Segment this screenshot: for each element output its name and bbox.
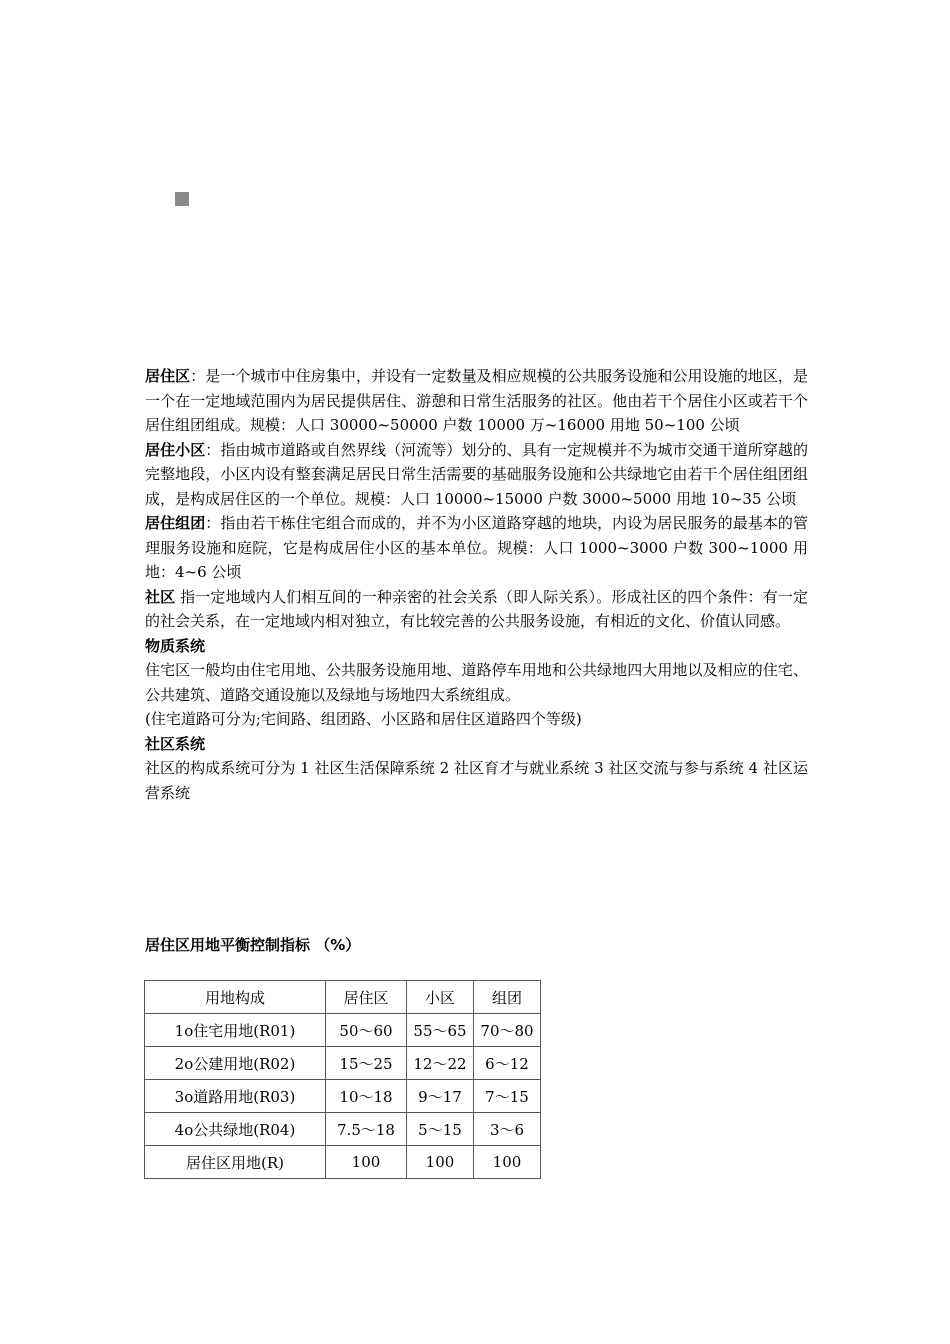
table-row: [145, 1080, 541, 1113]
material-system-paragraph: 住宅区一般均由住宅用地、公共服务设施用地、道路停车用地和公共绿地四大用地以及相应的住宅、公共建筑、道路交通设施以及绿地与场地四大系统组成。: [145, 661, 808, 704]
table-row: [145, 1014, 541, 1047]
table-cell: 6～12: [474, 1047, 541, 1080]
material-system-heading: 物质系统: [145, 636, 206, 655]
definition-text: 指一定地域内人们相互间的一种亲密的社会关系（即人际关系）。形成社区的四个条件：有一定的社会关系，在一定地域内相对独立，有比较完善的公共服务设施，有相近的文化、价值认同感。: [145, 587, 808, 630]
header-cell: 小区: [407, 981, 474, 1014]
definition-text: ：指由若干栋住宅组合而成的，并不为小区道路穿越的地块，内设为居民服务的最基本的管理服务设施和庭院，它是构成居住小区的基本单位。规模：人口 1000~3000 户数 300~1000 用地：4~6 公顷: [145, 514, 808, 581]
table-cell: 3～6: [474, 1113, 541, 1146]
table-cell: 7～15: [474, 1080, 541, 1113]
table-cell: 4ο公共绿地(R04): [145, 1113, 326, 1146]
table-cell: 2ο公建用地(R02): [145, 1047, 326, 1080]
term: 居住小区: [145, 440, 206, 459]
table-cell: 100: [474, 1146, 541, 1179]
term: 居住组团: [145, 514, 206, 532]
definition-residential-district: [145, 364, 808, 438]
table-cell: 9～17: [407, 1080, 474, 1113]
table-cell: 70～80: [474, 1014, 541, 1047]
table-cell: 100: [407, 1146, 474, 1179]
road-levels-note: (住宅道路可分为;宅间路、组团路、小区路和居住区道路四个等级): [145, 710, 582, 728]
table-title: 居住区用地平衡控制指标 （%）: [145, 936, 361, 954]
table-cell: 3ο道路用地(R03): [145, 1080, 326, 1113]
document-body: [145, 364, 808, 805]
community-system-heading: 社区系统: [145, 734, 206, 753]
header-cell: 组团: [474, 981, 541, 1014]
land-use-balance-table: [144, 980, 541, 1179]
table-cell: 12～22: [407, 1047, 474, 1080]
definition-residential-group: [145, 511, 808, 585]
table-row: [145, 1047, 541, 1080]
community-system-paragraph: 社区的构成系统可分为 1 社区生活保障系统 2 社区育才与就业系统 3 社区交流与参与系统 4 社区运营系统: [145, 759, 808, 802]
table-cell: 5～15: [407, 1113, 474, 1146]
definition-text: ：指由城市道路或自然界线（河流等）划分的、具有一定规模并不为城市交通干道所穿越的完整地段，小区内设有整套满足居民日常生活需要的基础服务设施和公共绿地它由若干个居住组团组成，是构成居住区的一个单位。规模：人口 10000~15000 户数 3000~5000 用地 10~35 公顷: [145, 440, 808, 508]
table-cell: 55～65: [407, 1014, 474, 1047]
table-row: [145, 1113, 541, 1146]
header-cell: 居住区: [326, 981, 407, 1014]
definition-community: [145, 585, 808, 634]
term: 社区: [145, 587, 176, 606]
table-cell: 1ο住宅用地(R01): [145, 1014, 326, 1047]
table-cell: 15～25: [326, 1047, 407, 1080]
definition-residential-quarter: [145, 438, 808, 512]
table-cell: 10～18: [326, 1080, 407, 1113]
term: 居住区: [145, 367, 191, 385]
table-row: [145, 1146, 541, 1179]
table-cell: 100: [326, 1146, 407, 1179]
table-cell: 7.5～18: [326, 1113, 407, 1146]
table-cell: 50～60: [326, 1014, 407, 1047]
table-header-row: [145, 981, 541, 1014]
bullet-square-icon: [175, 192, 189, 206]
table-cell: 居住区用地(R): [145, 1146, 326, 1179]
header-cell: 用地构成: [145, 981, 326, 1014]
definition-text: ：是一个城市中住房集中，并设有一定数量及相应规模的公共服务设施和公用设施的地区，是一个在一定地域范围内为居民提供居住、游憩和日常生活服务的社区。他由若干个居住小区或若干个居住组团组成。规模：人口 30000~50000 户数 10000 万~16000 用地 50~100 公顷: [145, 367, 808, 434]
